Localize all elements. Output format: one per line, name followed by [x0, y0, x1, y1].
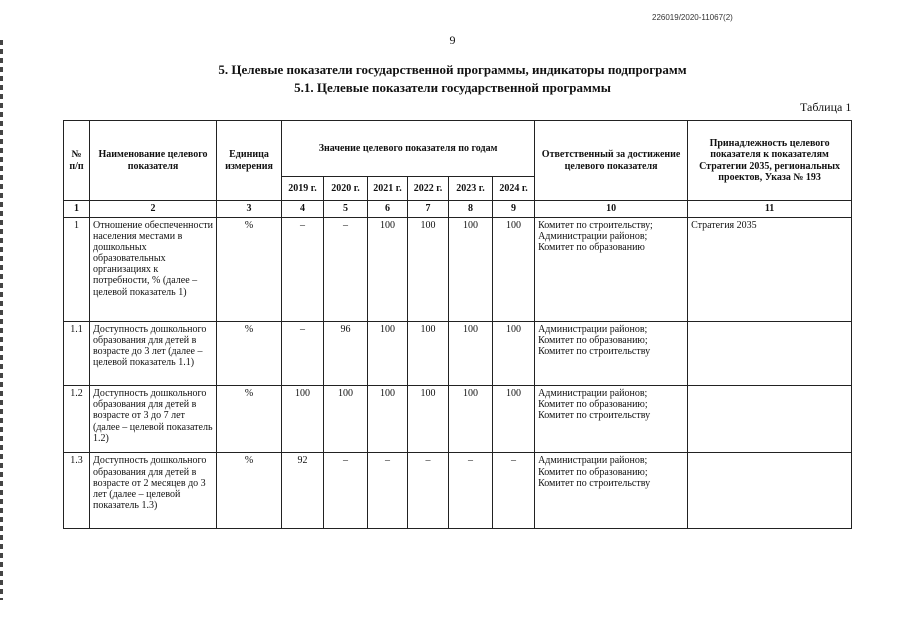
row-membership — [688, 453, 852, 529]
row-responsible: Администрации районов; Комитет по образованию; Комитет по строительству — [535, 321, 688, 385]
row-value: – — [408, 453, 449, 529]
row-value: 100 — [449, 217, 493, 321]
row-unit: % — [217, 386, 282, 453]
column-number-row — [64, 201, 852, 218]
row-value: 100 — [282, 386, 324, 453]
header-unit: Единица измерения — [217, 121, 282, 201]
header-year: 2019 г. — [282, 177, 324, 201]
header-num: № п/п — [64, 121, 90, 201]
row-value: – — [368, 453, 408, 529]
row-unit: % — [217, 217, 282, 321]
target-indicators-table — [63, 120, 852, 529]
row-value: 96 — [324, 321, 368, 385]
row-value: 100 — [493, 217, 535, 321]
row-membership — [688, 386, 852, 453]
header-membership: Принадлежность целевого показателя к показателям Стратегии 2035, региональных проектов, Указа № 193 — [688, 121, 852, 201]
header-name: Наименование целевого показателя — [90, 121, 217, 201]
column-number: 10 — [535, 201, 688, 218]
row-unit: % — [217, 453, 282, 529]
row-value: 100 — [408, 321, 449, 385]
header-year: 2023 г. — [449, 177, 493, 201]
row-num: 1.3 — [64, 453, 90, 529]
column-number: 4 — [282, 201, 324, 218]
table-row — [64, 321, 852, 385]
row-responsible: Администрации районов; Комитет по образованию; Комитет по строительству — [535, 386, 688, 453]
row-unit: % — [217, 321, 282, 385]
table-row — [64, 453, 852, 529]
row-responsible: Комитет по строительству; Администрации районов; Комитет по образованию — [535, 217, 688, 321]
column-number: 11 — [688, 201, 852, 218]
row-membership — [688, 321, 852, 385]
row-num: 1 — [64, 217, 90, 321]
column-number: 5 — [324, 201, 368, 218]
row-value: – — [324, 217, 368, 321]
row-name: Отношение обеспеченности населения местами в дошкольных образовательных организациях к потребности, % (далее – целевой показатель 1) — [90, 217, 217, 321]
column-number: 1 — [64, 201, 90, 218]
header-year: 2021 г. — [368, 177, 408, 201]
row-value: – — [449, 453, 493, 529]
subsection-title: 5.1. Целевые показатели государственной программы — [294, 80, 611, 95]
document-id: 226019/2020-11067(2) — [652, 13, 733, 22]
row-value: 100 — [493, 386, 535, 453]
section-title: 5. Целевые показатели государственной программы, индикаторы подпрограмм — [218, 62, 687, 77]
row-value: 100 — [408, 217, 449, 321]
header-year: 2024 г. — [493, 177, 535, 201]
column-number: 3 — [217, 201, 282, 218]
row-value: 100 — [408, 386, 449, 453]
binding-holes-decoration — [0, 40, 3, 600]
row-value: – — [493, 453, 535, 529]
row-name: Доступность дошкольного образования для детей в возрасте от 2 месяцев до 3 лет (далее – целевой показатель 1.3) — [90, 453, 217, 529]
page-number: 9 — [449, 33, 456, 47]
row-value: 100 — [449, 386, 493, 453]
column-number: 7 — [408, 201, 449, 218]
row-value: 100 — [324, 386, 368, 453]
row-name: Доступность дошкольного образования для детей в возрасте до 3 лет (далее – целевой показатель 1.1) — [90, 321, 217, 385]
table-header-row — [64, 121, 852, 177]
table-row — [64, 217, 852, 321]
header-value-group: Значение целевого показателя по годам — [282, 121, 535, 177]
row-value: – — [282, 217, 324, 321]
row-responsible: Администрации районов; Комитет по образованию; Комитет по строительству — [535, 453, 688, 529]
row-value: 100 — [493, 321, 535, 385]
column-number: 8 — [449, 201, 493, 218]
row-value: 100 — [449, 321, 493, 385]
header-responsible: Ответственный за достижение целевого показателя — [535, 121, 688, 201]
row-membership: Стратегия 2035 — [688, 217, 852, 321]
row-name: Доступность дошкольного образования для детей в возрасте от 3 до 7 лет (далее – целевой показатель 1.2) — [90, 386, 217, 453]
header-year: 2020 г. — [324, 177, 368, 201]
row-num: 1.1 — [64, 321, 90, 385]
row-num: 1.2 — [64, 386, 90, 453]
row-value: 92 — [282, 453, 324, 529]
column-number: 2 — [90, 201, 217, 218]
row-value: 100 — [368, 321, 408, 385]
column-number: 9 — [493, 201, 535, 218]
table-row — [64, 386, 852, 453]
row-value: – — [324, 453, 368, 529]
row-value: 100 — [368, 386, 408, 453]
column-number: 6 — [368, 201, 408, 218]
row-value: 100 — [368, 217, 408, 321]
header-year: 2022 г. — [408, 177, 449, 201]
row-value: – — [282, 321, 324, 385]
table-caption: Таблица 1 — [800, 100, 852, 114]
